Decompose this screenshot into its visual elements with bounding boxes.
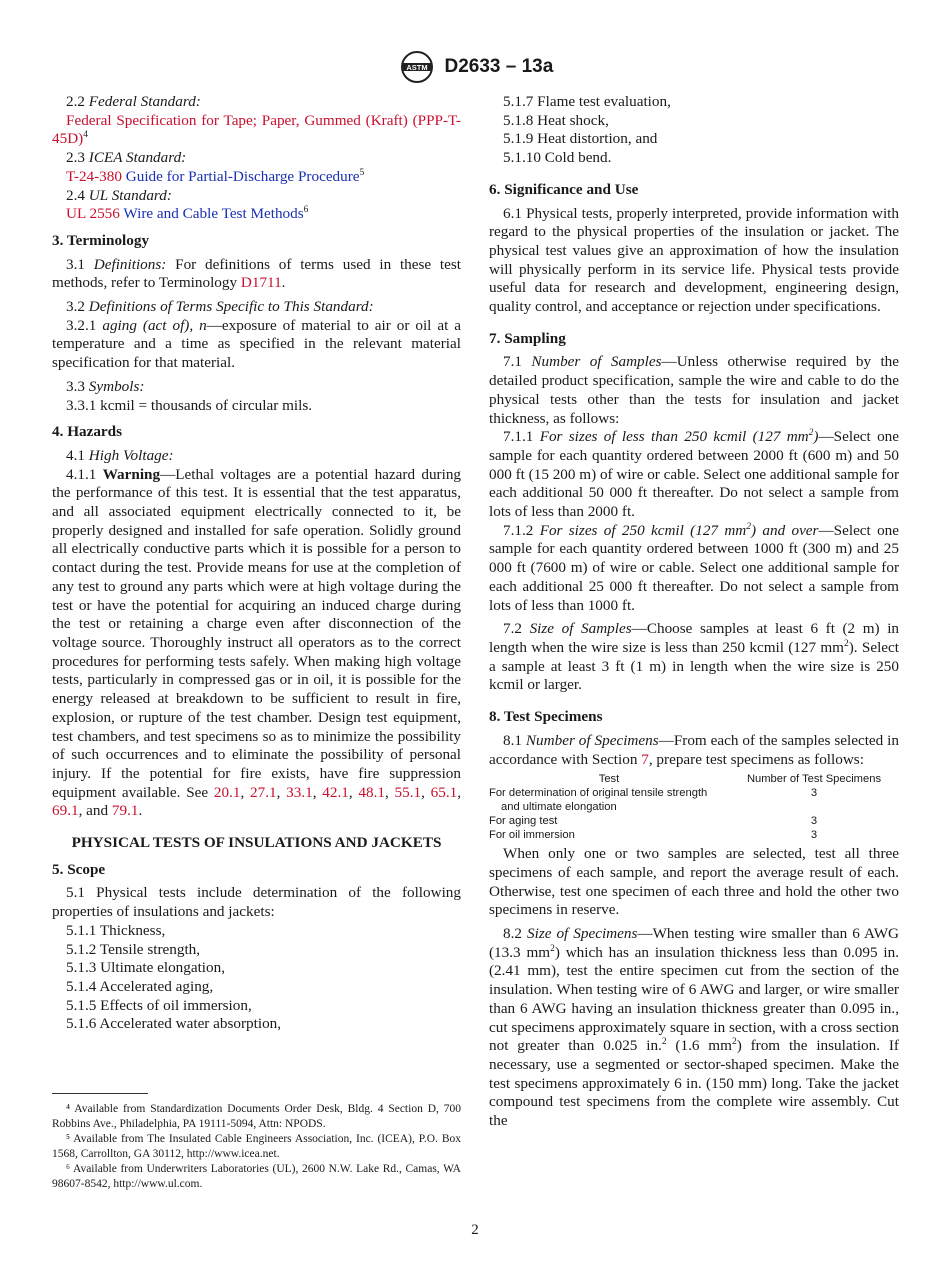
heading-hazards: 4. Hazards (52, 423, 123, 441)
list-item: 5.1.7 Flame test evaluation, (503, 93, 671, 110)
para-5-1: 5.1 Physical tests include determination of the following properties of insulations and jackets: (52, 884, 461, 921)
heading-sampling: 7. Sampling (489, 329, 566, 347)
para-8-2: 8.2 Size of Specimens—When testing wire smaller than 6 AWG (13.3 $mm^2$) which has an insulation thickness less than 0.095 in. (2.41 mm), test the entire specimen cut from the section of the insulation. When testing wire of 6 AWG and larger, or wire smaller than 6 AWG having an insulation thickness greater than 0.095 in., cut specimens approximately square in section, with a cross section not greater than 0.025 in.$^2$ (1.6 $mm^2$) from the insulation. If necessary, use a segmented or sector-shaped specimen. Make the test specimens approximately 6 in. (150 mm) long. Take the jacket compound test specimens from the complete wire assembly. Cut the (489, 925, 900, 1130)
heading-significance: 6. Significance and Use (489, 180, 639, 198)
ref-link[interactable]: 27.1 (250, 783, 277, 801)
table-row (489, 828, 899, 842)
left-column (52, 93, 461, 1034)
list-item: 5.1.6 Accelerated water absorption, (66, 1015, 282, 1033)
ref-link[interactable]: 48.1 (358, 783, 385, 801)
para-3-2-1: 3.2.1 aging (act of), n—exposure of material to air or oil at a temperature and a time as specified in the relevant material specification for that material. (52, 316, 462, 372)
table-cell: For aging test (489, 815, 558, 828)
para-8-1-continued: When only one or two samples are selected, test all three specimens of each sample, and report the average result of each. Otherwise, test one specimen of each three and hold the other two specimens in reserve. (489, 845, 899, 919)
list-item: 5.1.8 Heat shock, (503, 111, 609, 129)
table-cell: For oil immersion (489, 829, 575, 842)
para-7-1: 7.1 Number of Samples—Unless otherwise required by the detailed product specification, sample the wire and cable to do the physical tests other than the tests for insulation and jacket thickness, as follows: (489, 353, 899, 427)
section-2-4: 2.4 UL Standard: (66, 186, 172, 204)
heading-terminology: 3. Terminology (52, 231, 150, 249)
ref-link[interactable]: 55.1 (394, 783, 422, 801)
para-7-2: 7.2 Size of Samples—Choose samples at least 6 ft (2 m) in length when the wire size is less than 250 kcmil (127 $mm^2$). Select a sample at least 3 ft (1 m) in length when the wire size is 250 kcmil or larger. (489, 620, 900, 694)
heading-scope: 5. Scope (52, 860, 106, 878)
footnote-4: ⁴ Available from Standardization Documents Order Desk, Bldg. 4 Section D, 700 Robbins Ave., Philadelphia, PA 19111-5094, Attn: NPODS. (52, 1103, 461, 1130)
footnotes (52, 1102, 461, 1192)
column-header: Number of Test Specimens (746, 773, 882, 786)
para-3-3-1: 3.3.1 kcmil = thousands of circular mils. (66, 396, 313, 414)
section-2-2: 2.2 Federal Standard: (66, 93, 201, 110)
list-item: 5.1.10 Cold bend. (503, 149, 612, 167)
table-cell: 3 (810, 829, 818, 842)
section-7-link[interactable]: 7 (641, 750, 649, 768)
section-2-3: 2.3 ICEA Standard: (66, 149, 187, 167)
ref-link[interactable]: 65.1 (430, 783, 458, 801)
list-item: 5.1.1 Thickness, (66, 921, 166, 939)
table-cell: For determination of original tensile strength and ultimate elongation (489, 787, 708, 814)
para-3-1: 3.1 Definitions: For definitions of terms used in these test methods, refer to Terminology D1711. (52, 255, 462, 292)
astm-logo-text: ASTM (406, 62, 428, 72)
ref-link[interactable]: 20.1 (213, 783, 241, 801)
para-7-1-2: 7.1.2 For sizes of 250 kcmil (127 $mm^2$) and over—Select one sample for each quantity ordered between 1000 ft (300 m) and 25 000 ft (7600 m) of wire or cable. Select one additional sample for each additional 25 000 ft thereafter. Do not select a sample from lots of less than 1000 ft. (489, 521, 900, 614)
ul-standard-link[interactable]: UL 2556 Wire and Cable Test Methods$^6$ (66, 205, 309, 223)
section-title: PHYSICAL TESTS OF INSULATIONS AND JACKETS (71, 834, 442, 852)
document-designation: D2633 – 13a (444, 56, 554, 77)
para-6-1: 6.1 Physical tests, properly interpreted, provide information with regard to the physical properties of the insulation or jacket. The physical test values give an approximation of how the insulation will physically perform in its service life. Physical tests provide useful data for research and development, engineering design, quality control, and acceptance or rejection under specifications. (489, 204, 899, 316)
page-header (0, 50, 950, 84)
table-row (489, 786, 899, 814)
para-4-1: 4.1 High Voltage: (66, 446, 174, 464)
footnote-divider (52, 1093, 148, 1094)
right-column (489, 93, 899, 1131)
list-item: 5.1.4 Accelerated aging, (66, 977, 214, 995)
table-row (489, 814, 899, 828)
para-3-2: 3.2 Definitions of Terms Specific to This Standard: (66, 298, 374, 316)
para-8-1: 8.1 Number of Specimens—From each of the samples selected in accordance with Section 7, prepare test specimens as follows: (489, 731, 899, 768)
para-7-1-1: 7.1.1 For sizes of less than 250 kcmil (127 $mm^2)—Select$ one sample for each quantity ordered between 2000 ft (600 m) and 50 000 ft (15 200 m) of wire or cable. Select one additional sample for each additional 50 000 ft thereafter. Do not select a sample from lots of less than 2000 ft. (489, 428, 899, 521)
list-item: 5.1.3 Ultimate elongation, (66, 959, 226, 977)
astm-logo-icon (397, 50, 437, 84)
specimen-table (489, 772, 899, 842)
federal-spec-link[interactable]: Federal Specification for Tape; Paper, Gummed (Kraft) $(PPP-T-45D)^4$ (52, 111, 461, 148)
page-number: 2 (471, 1222, 479, 1238)
table-cell: 3 (810, 787, 818, 800)
list-item: 5.1.9 Heat distortion, and (503, 130, 658, 148)
column-header: Test (598, 773, 620, 786)
footnote-6: ⁶ Available from Underwriters Laboratories (UL), 2600 N.W. Lake Rd., Camas, WA 98607-8542, http://www.ul.com. (52, 1163, 461, 1190)
ref-link[interactable]: 33.1 (286, 783, 313, 801)
ref-link[interactable]: 69.1 (52, 802, 79, 820)
list-item: 5.1.2 Tensile strength, (66, 940, 201, 958)
para-3-3: 3.3 Symbols: (66, 377, 145, 395)
ref-link[interactable]: 42.1 (322, 783, 349, 801)
heading-test-specimens: 8. Test Specimens (489, 708, 603, 726)
table-header-row (489, 772, 899, 786)
ref-link[interactable]: 79.1 (111, 802, 139, 820)
table-cell: 3 (810, 815, 818, 828)
footnote-5: ⁵ Available from The Insulated Cable Engineers Association, Inc. (ICEA), P.O. Box 1568, Carrollton, GA 30112, http://www.icea.net. (52, 1133, 461, 1160)
para-4-1-1: 4.1.1 Warning—Lethal voltages are a potential hazard during the performance of this test. It is essential that the test apparatus, and all associated equipment electrically connected to it, be properly designed and installed for safe operation. Solidly ground all electrically conductive parts which it is possible for a person to contact during the test. Provide means for use at the completion of any test to ground any parts which were at high voltage during the test or have the potential for acquiring an induced charge during the test or retaining a charge even after disconnection of the voltage source. Thoroughly instruct all operators as to the correct procedures for performing tests safely. When making high voltage tests, particularly in compressed gas or in oil, it is possible for the energy released at breakdown to be sufficient to result in fire, explosion, or rupture of the test chamber. Design test equipment, test chambers, and test specimens so as to minimize the possibility of such occurrences and to eliminate the possibility of personal injury. If the potential for fire exists, have fire suppression equipment available. See 20.1, 27.1, 33.1, 42.1, 48.1, 55.1, 65.1, 69.1, and 79.1. (52, 465, 462, 820)
d1711-link[interactable]: D1711 (240, 274, 282, 292)
list-item: 5.1.5 Effects of oil immersion, (66, 996, 252, 1014)
icea-standard-link[interactable]: T-24-380 Guide for Partial-Discharge Procedure$^5$ (66, 167, 365, 185)
